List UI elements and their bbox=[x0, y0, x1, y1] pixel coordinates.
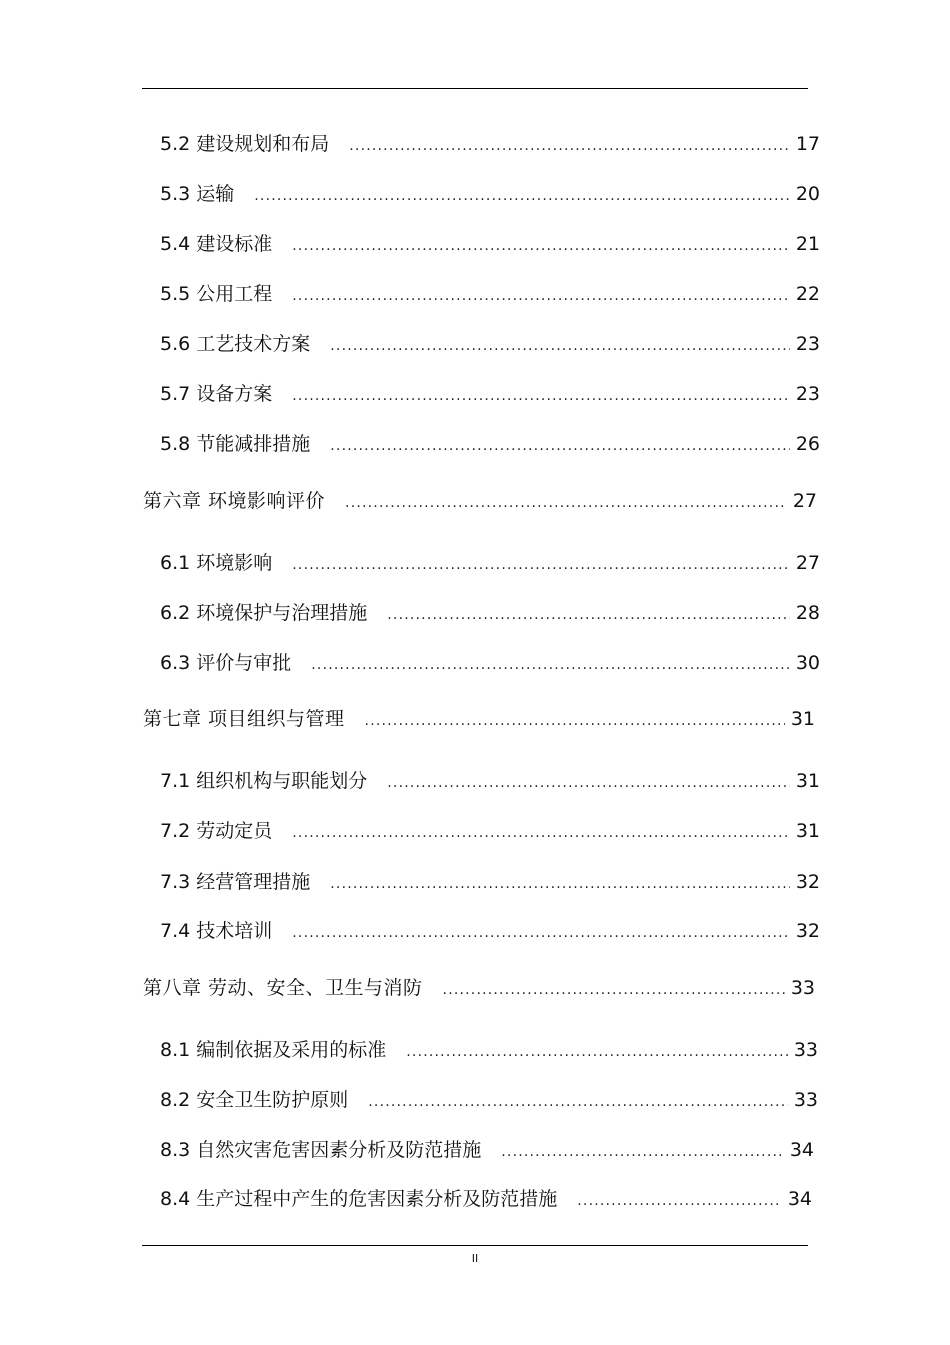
toc-entry-7-4[interactable] bbox=[160, 919, 820, 945]
toc-leader-dots bbox=[349, 134, 790, 158]
toc-entry-page: 20 bbox=[795, 183, 820, 205]
toc-entry-6-3[interactable] bbox=[160, 651, 820, 677]
toc-entry-page: 32 bbox=[795, 871, 820, 893]
toc-entry-label: 5.7 设备方案 bbox=[160, 383, 273, 405]
toc-entry-5-7[interactable] bbox=[160, 382, 820, 408]
toc-entry-page: 31 bbox=[795, 770, 820, 792]
toc-entry-label: 5.3 运输 bbox=[160, 183, 235, 205]
toc-entry-6-1[interactable] bbox=[160, 551, 820, 577]
toc-entry-label: 8.4 生产过程中产生的危害因素分析及防范措施 bbox=[160, 1188, 558, 1210]
toc-entry-page: 21 bbox=[795, 233, 820, 255]
toc-entry-8-1[interactable] bbox=[160, 1038, 818, 1064]
toc-entry-label: 5.4 建设标准 bbox=[160, 233, 273, 255]
toc-entry-page: 28 bbox=[795, 602, 820, 624]
toc-chapter-label: 第六章 环境影响评价 bbox=[143, 490, 326, 512]
toc-leader-dots bbox=[292, 234, 790, 258]
toc-entry-5-8[interactable] bbox=[160, 432, 820, 458]
toc-entry-page: 23 bbox=[795, 383, 820, 405]
toc-chapter-label: 第七章 项目组织与管理 bbox=[143, 708, 345, 730]
toc-entry-page: 30 bbox=[795, 652, 820, 674]
toc-entry-page: 31 bbox=[790, 708, 815, 730]
toc-entry-page: 27 bbox=[792, 490, 817, 512]
toc-entry-page: 31 bbox=[795, 820, 820, 842]
toc-entry-label: 5.5 公用工程 bbox=[160, 283, 273, 305]
toc-entry-5-2[interactable] bbox=[160, 132, 820, 158]
toc-chapter-label: 第八章 劳动、安全、卫生与消防 bbox=[143, 977, 423, 999]
toc-leader-dots bbox=[330, 334, 790, 358]
toc-leader-dots bbox=[501, 1140, 784, 1164]
toc-entry-page: 33 bbox=[793, 1039, 818, 1061]
toc-entry-label: 7.4 技术培训 bbox=[160, 920, 273, 942]
toc-entry-7-1[interactable] bbox=[160, 769, 820, 795]
toc-entry-8-2[interactable] bbox=[160, 1088, 818, 1114]
toc-entry-label: 7.2 劳动定员 bbox=[160, 820, 273, 842]
toc-entry-8-3[interactable] bbox=[160, 1138, 814, 1164]
toc-entry-page: 32 bbox=[795, 920, 820, 942]
toc-chapter-8[interactable] bbox=[143, 976, 815, 1002]
toc-entry-page: 34 bbox=[787, 1188, 812, 1210]
toc-leader-dots bbox=[406, 1040, 788, 1064]
toc-entry-page: 26 bbox=[795, 433, 820, 455]
page-number: II bbox=[471, 1252, 479, 1265]
toc-leader-dots bbox=[577, 1189, 782, 1213]
toc-entry-label: 8.2 安全卫生防护原则 bbox=[160, 1089, 349, 1111]
toc-entry-7-3[interactable] bbox=[160, 870, 820, 896]
toc-entry-label: 6.3 评价与审批 bbox=[160, 652, 292, 674]
toc-entry-5-5[interactable] bbox=[160, 282, 820, 308]
toc-leader-dots bbox=[292, 384, 790, 408]
toc-entry-6-2[interactable] bbox=[160, 601, 820, 627]
toc-entry-label: 6.2 环境保护与治理措施 bbox=[160, 602, 368, 624]
toc-entry-page: 22 bbox=[795, 283, 820, 305]
toc-entry-label: 7.1 组织机构与职能划分 bbox=[160, 770, 368, 792]
toc-leader-dots bbox=[311, 653, 790, 677]
toc-chapter-6[interactable] bbox=[143, 489, 817, 515]
toc-entry-label: 5.6 工艺技术方案 bbox=[160, 333, 311, 355]
toc-leader-dots bbox=[330, 872, 790, 896]
toc-leader-dots bbox=[292, 553, 790, 577]
toc-entry-page: 23 bbox=[795, 333, 820, 355]
toc-chapter-7[interactable] bbox=[143, 707, 815, 733]
toc-leader-dots bbox=[345, 491, 787, 515]
toc-entry-8-4[interactable] bbox=[160, 1187, 812, 1213]
toc-entry-5-6[interactable] bbox=[160, 332, 820, 358]
toc-leader-dots bbox=[387, 771, 790, 795]
toc-entry-5-3[interactable] bbox=[160, 182, 820, 208]
toc-leader-dots bbox=[292, 284, 790, 308]
toc-leader-dots bbox=[387, 603, 790, 627]
toc-entry-page: 34 bbox=[789, 1139, 814, 1161]
toc-entry-7-2[interactable] bbox=[160, 819, 820, 845]
toc-leader-dots bbox=[330, 434, 790, 458]
toc-leader-dots bbox=[292, 921, 790, 945]
footer-rule bbox=[142, 1245, 808, 1246]
toc-leader-dots bbox=[254, 184, 790, 208]
toc-entry-label: 5.8 节能减排措施 bbox=[160, 433, 311, 455]
toc-entry-label: 8.3 自然灾害危害因素分析及防范措施 bbox=[160, 1139, 482, 1161]
toc-entry-page: 27 bbox=[795, 552, 820, 574]
toc-entry-label: 7.3 经营管理措施 bbox=[160, 871, 311, 893]
toc-leader-dots bbox=[365, 709, 785, 733]
toc-entry-label: 8.1 编制依据及采用的标准 bbox=[160, 1039, 387, 1061]
toc-entry-label: 5.2 建设规划和布局 bbox=[160, 133, 330, 155]
toc-leader-dots bbox=[292, 821, 790, 845]
toc-entry-label: 6.1 环境影响 bbox=[160, 552, 273, 574]
toc-leader-dots bbox=[368, 1090, 788, 1114]
toc-entry-page: 33 bbox=[793, 1089, 818, 1111]
toc-leader-dots bbox=[443, 978, 785, 1002]
toc-entry-page: 33 bbox=[790, 977, 815, 999]
toc-entry-page: 17 bbox=[795, 133, 820, 155]
toc-entry-5-4[interactable] bbox=[160, 232, 820, 258]
